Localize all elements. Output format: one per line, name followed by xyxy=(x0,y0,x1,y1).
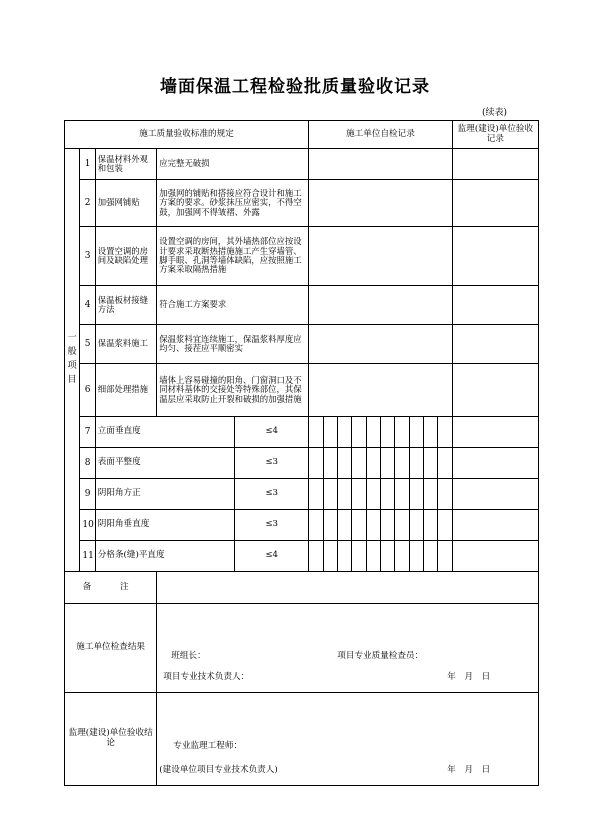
item-name: 细部处理措施 xyxy=(95,364,157,417)
supervision-cell[interactable] xyxy=(452,180,538,227)
measure-cell[interactable] xyxy=(337,417,351,448)
self-check-cell[interactable] xyxy=(309,325,453,364)
self-check-cell[interactable] xyxy=(309,227,453,286)
tolerance: ≤3 xyxy=(235,510,309,541)
measure-cell[interactable] xyxy=(424,479,438,510)
tolerance: ≤3 xyxy=(235,479,309,510)
item-no: 1 xyxy=(80,149,95,180)
item-name: 保温板材接缝方法 xyxy=(95,286,157,325)
item-requirement: 加强网的铺贴和搭接应符合设计和施工方案的要求。砂浆抹压应密实，不得空鼓，加强网不得皱褶、外露 xyxy=(157,180,309,227)
item-requirement: 保温浆料宜连续施工，保温浆料厚度应均匀、接茬应平顺密实 xyxy=(157,325,309,364)
item-no: 7 xyxy=(80,417,95,448)
measure-cell[interactable] xyxy=(424,541,438,572)
header-self-check: 施工单位自检记录 xyxy=(309,121,453,149)
owner-rep-label: (建设单位项目专业技术负责人) xyxy=(159,765,278,775)
item-name: 表面平整度 xyxy=(95,448,235,479)
measure-cell[interactable] xyxy=(337,541,351,572)
measure-cell[interactable] xyxy=(395,479,409,510)
measure-cell[interactable] xyxy=(380,541,394,572)
measure-cell[interactable] xyxy=(409,541,423,572)
measure-cell[interactable] xyxy=(352,541,366,572)
tolerance: ≤4 xyxy=(235,417,309,448)
continued-label: (续表) xyxy=(482,108,508,118)
supervision-conclusion-label: 监理(建设)单位验收结论 xyxy=(65,693,157,786)
header-standard: 施工质量验收标准的规定 xyxy=(65,121,309,149)
item-name: 加强网铺贴 xyxy=(95,180,157,227)
item-name: 保温材料外观和包装 xyxy=(95,149,157,180)
measure-cell[interactable] xyxy=(380,479,394,510)
measure-cell[interactable] xyxy=(352,448,366,479)
supervision-conclusion[interactable] xyxy=(157,693,539,786)
measure-cell[interactable] xyxy=(309,448,323,479)
measure-cell[interactable] xyxy=(366,510,380,541)
measure-cell[interactable] xyxy=(366,541,380,572)
item-name: 分格条(缝)平直度 xyxy=(95,541,235,572)
item-no: 10 xyxy=(80,510,95,541)
item-name: 阴阳角垂直度 xyxy=(95,510,235,541)
measure-cell[interactable] xyxy=(438,417,452,448)
measure-cell[interactable] xyxy=(395,541,409,572)
item-name: 设置空调的房间及缺陷处理 xyxy=(95,227,157,286)
item-name: 保温浆料施工 xyxy=(95,325,157,364)
measure-cell[interactable] xyxy=(380,417,394,448)
item-requirement: 符合施工方案要求 xyxy=(157,286,309,325)
measure-cell[interactable] xyxy=(380,448,394,479)
measure-cell[interactable] xyxy=(409,417,423,448)
measure-cell[interactable] xyxy=(409,510,423,541)
item-no: 11 xyxy=(80,541,95,572)
measure-cell[interactable] xyxy=(352,510,366,541)
item-no: 9 xyxy=(80,479,95,510)
measure-cell[interactable] xyxy=(323,448,337,479)
supervision-date: 年 月 日 xyxy=(447,765,491,775)
measure-cell[interactable] xyxy=(309,510,323,541)
header-supervision: 监理(建设)单位验收记录 xyxy=(452,121,538,149)
item-name: 立面垂直度 xyxy=(95,417,235,448)
measure-cell[interactable] xyxy=(323,541,337,572)
item-requirement: 应完整无破损 xyxy=(157,149,309,180)
self-check-cell[interactable] xyxy=(309,286,453,325)
measure-cell[interactable] xyxy=(337,479,351,510)
measure-cell[interactable] xyxy=(323,479,337,510)
measure-cell[interactable] xyxy=(366,479,380,510)
measure-cell[interactable] xyxy=(424,510,438,541)
measure-cell[interactable] xyxy=(323,417,337,448)
supervision-cell[interactable] xyxy=(452,286,538,325)
measure-cell[interactable] xyxy=(438,448,452,479)
measure-cell[interactable] xyxy=(309,541,323,572)
item-no: 5 xyxy=(80,325,95,364)
remarks-field[interactable] xyxy=(157,572,539,604)
supervision-cell[interactable] xyxy=(452,510,538,541)
measure-cell[interactable] xyxy=(438,541,452,572)
measure-cell[interactable] xyxy=(409,448,423,479)
item-no: 6 xyxy=(80,364,95,417)
self-check-cell[interactable] xyxy=(309,180,453,227)
item-no: 4 xyxy=(80,286,95,325)
measure-cell[interactable] xyxy=(380,510,394,541)
supervision-cell[interactable] xyxy=(452,479,538,510)
tolerance: ≤4 xyxy=(235,541,309,572)
measure-cell[interactable] xyxy=(409,479,423,510)
supervision-cell[interactable] xyxy=(452,149,538,180)
supervision-cell[interactable] xyxy=(452,541,538,572)
supervision-cell[interactable] xyxy=(452,325,538,364)
measure-cell[interactable] xyxy=(438,479,452,510)
measure-cell[interactable] xyxy=(395,417,409,448)
measure-cell[interactable] xyxy=(309,479,323,510)
item-no: 2 xyxy=(80,180,95,227)
page-title: 墙面保温工程检验批质量验收记录 xyxy=(160,77,430,97)
measure-cell[interactable] xyxy=(366,417,380,448)
group-label: 一 般 项 目 xyxy=(65,149,80,572)
measure-cell[interactable] xyxy=(352,479,366,510)
item-no: 8 xyxy=(80,448,95,479)
construction-date: 年 月 日 xyxy=(447,672,491,682)
supervision-cell[interactable] xyxy=(452,227,538,286)
supervision-cell[interactable] xyxy=(452,448,538,479)
quality-inspector-label: 项目专业质量检查员： xyxy=(337,651,424,661)
construction-result[interactable] xyxy=(157,604,539,693)
construction-label: 施工单位检查结果 xyxy=(65,604,157,693)
item-no: 3 xyxy=(80,227,95,286)
item-requirement: 设置空调的房间，其外墙热部位应按设计要求采取断热措施施工产生穿墙管、脚手眼、孔洞等墙体缺陷，应按照施工方案采取隔热措施 xyxy=(157,227,309,286)
tech-lead-label: 项目专业技术负责人： xyxy=(163,672,250,682)
tolerance: ≤3 xyxy=(235,448,309,479)
self-check-cell[interactable] xyxy=(309,149,453,180)
measure-cell[interactable] xyxy=(309,417,323,448)
measure-cell[interactable] xyxy=(366,448,380,479)
supervision-cell[interactable] xyxy=(452,417,538,448)
inspection-table xyxy=(64,120,539,786)
item-requirement: 墙体上容易碰撞的阳角、门窗洞口及不同材料基体的交接处等特殊部位，其保温层应采取防止开裂和破损的加强措施 xyxy=(157,364,309,417)
self-check-cell[interactable] xyxy=(309,364,453,417)
team-leader-label: 班组长： xyxy=(171,651,206,661)
measure-cell[interactable] xyxy=(352,417,366,448)
measure-cell[interactable] xyxy=(424,448,438,479)
measure-cell[interactable] xyxy=(323,510,337,541)
item-name: 阴阳角方正 xyxy=(95,479,235,510)
supervisor-engineer-label: 专业监理工程师： xyxy=(173,741,243,751)
measure-cell[interactable] xyxy=(395,510,409,541)
measure-cell[interactable] xyxy=(395,448,409,479)
measure-cell[interactable] xyxy=(337,510,351,541)
measure-cell[interactable] xyxy=(438,510,452,541)
measure-cell[interactable] xyxy=(424,417,438,448)
remarks-label: 备 注 xyxy=(65,572,157,604)
measure-cell[interactable] xyxy=(337,448,351,479)
supervision-cell[interactable] xyxy=(452,364,538,417)
